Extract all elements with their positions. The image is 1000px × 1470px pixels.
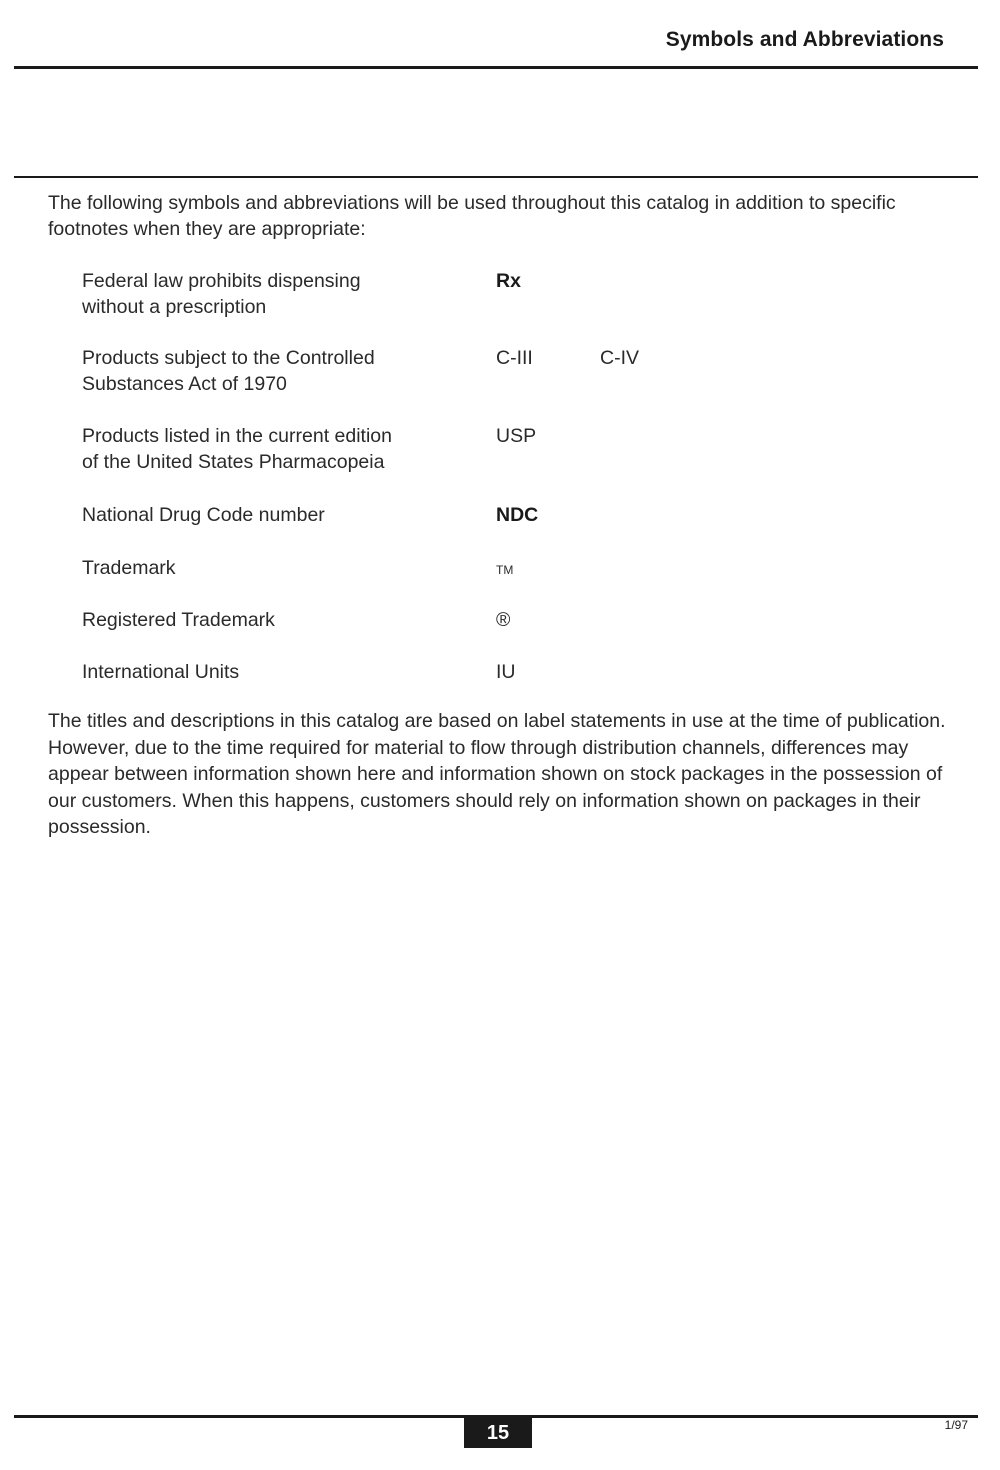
entry-description-line: Federal law prohibits dispensing (82, 270, 361, 292)
entry-description (82, 423, 462, 475)
entry-symbol: NDC (496, 504, 539, 526)
entry-symbol: Rx (496, 270, 521, 292)
page-title: Symbols and Abbreviations (665, 28, 944, 51)
entry-description-line: without a prescription (82, 296, 267, 318)
page-number: 15 (464, 1418, 532, 1448)
entry-description-line: Products listed in the current edition (82, 425, 393, 447)
entry-description: National Drug Code number (82, 504, 325, 526)
date-code: 1/97 (944, 1418, 968, 1432)
entry-description: International Units (82, 661, 240, 683)
intro-paragraph: The following symbols and abbreviations will be used throughout this catalog in addition to specific footnotes when they are appropriate: (48, 192, 896, 240)
entry-symbol: IU (496, 661, 516, 683)
entry-symbol: C-III (496, 347, 533, 369)
entry-symbol: USP (496, 425, 537, 447)
entry-description-line: Products subject to the Controlled (82, 347, 375, 369)
entry-description-line: of the United States Pharmacopeia (82, 451, 385, 473)
header-rule (14, 66, 978, 69)
trademark-symbol: TM (496, 563, 514, 577)
entry-description: Trademark (82, 557, 176, 579)
entry-symbol-secondary: C-IV (600, 347, 639, 369)
section-rule (14, 176, 978, 178)
registered-trademark-symbol: ® (496, 609, 511, 631)
closing-paragraph: The titles and descriptions in this catalog are based on label statements in use at the time of publication. However, due to the time required for material to flow through distribution channels, differences may appear between information shown here and information shown on stock packages in the possession of our customers. When this happens, customers should rely on information shown on packages in their possession. (48, 710, 946, 838)
entry-description (82, 268, 462, 320)
entry-description: Registered Trademark (82, 609, 275, 631)
entry-description (82, 345, 462, 397)
entry-description-line: Substances Act of 1970 (82, 373, 287, 395)
